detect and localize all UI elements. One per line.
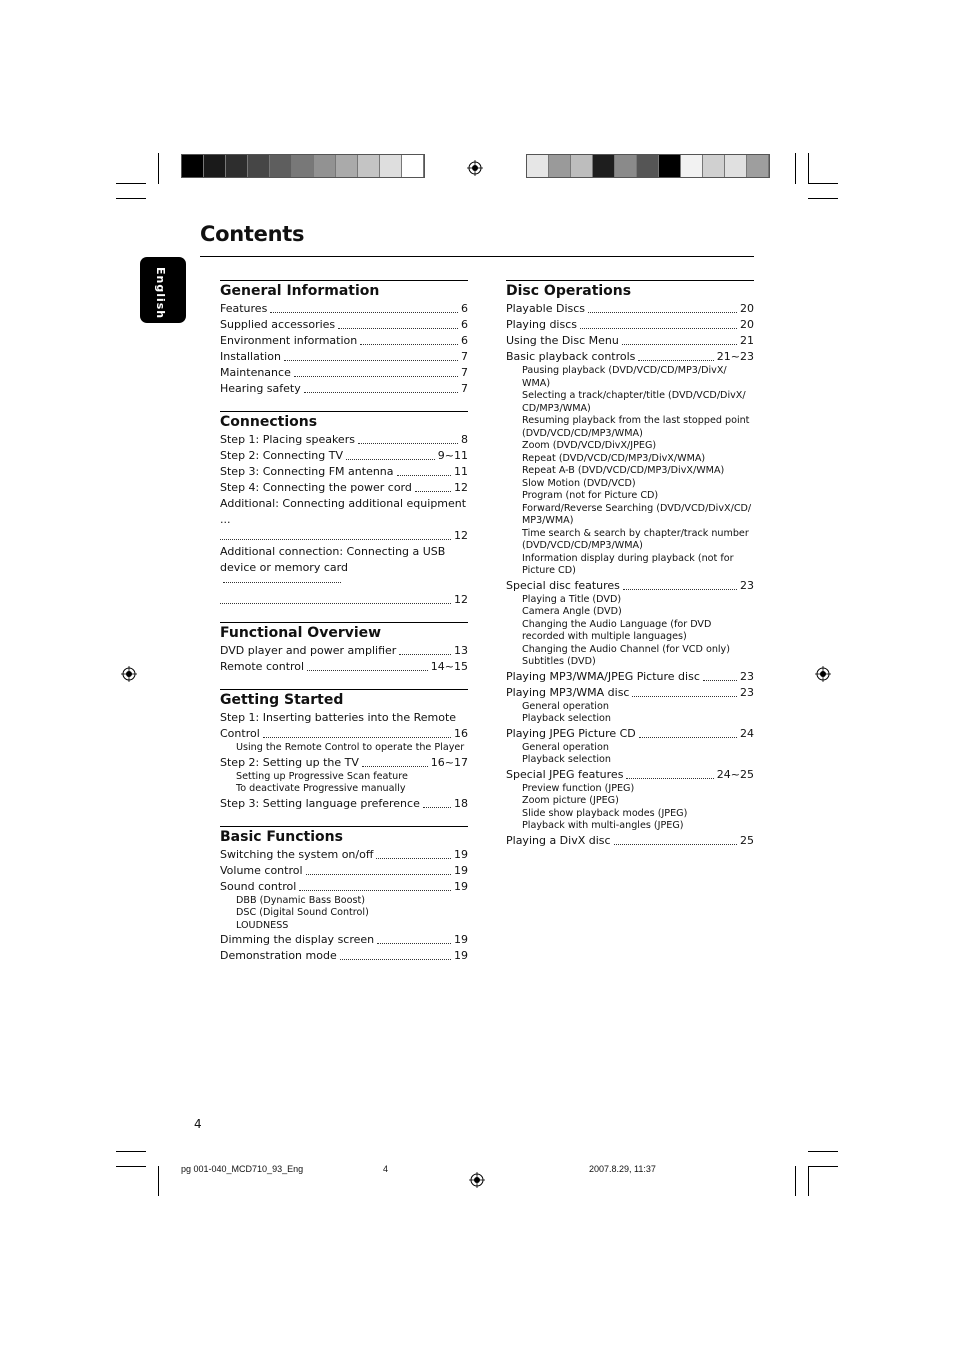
registration-mark-icon xyxy=(469,1172,485,1188)
toc-entry[interactable] xyxy=(220,796,468,812)
toc-entry-page: 14~15 xyxy=(430,660,468,673)
toc-entry-page: 6 xyxy=(461,334,468,347)
toc-entry[interactable] xyxy=(506,669,754,685)
toc-entry[interactable] xyxy=(220,659,468,675)
toc-entry-title: Control xyxy=(220,727,260,740)
language-tab xyxy=(140,257,186,323)
toc-entry-title: Step 2: Setting up the TV xyxy=(220,755,359,769)
toc-subentry[interactable]: LOUDNESS xyxy=(236,919,289,931)
toc-entry[interactable] xyxy=(220,879,468,895)
toc-entry[interactable] xyxy=(220,432,468,448)
toc-entry-continuation[interactable] xyxy=(220,592,468,608)
toc-entry-title: Playing a DivX disc xyxy=(506,833,611,847)
toc-section-connections xyxy=(220,411,468,608)
toc-entry[interactable] xyxy=(220,755,468,771)
toc-subentry[interactable]: Time search & search by chapter/track number (DVD/VCD/CD/MP3/WMA) xyxy=(522,527,749,551)
toc-entry[interactable] xyxy=(506,767,754,783)
toc-entry[interactable] xyxy=(220,544,468,592)
color-swatch xyxy=(270,155,292,177)
toc-entry-title: Using the Disc Menu xyxy=(506,334,619,347)
toc-entry-title: Remote control xyxy=(220,660,305,673)
color-swatch xyxy=(659,155,681,177)
color-swatch xyxy=(527,155,549,177)
toc-entry-title: Switching the system on/off xyxy=(220,847,374,861)
toc-entry-title: Special JPEG features xyxy=(506,767,624,781)
toc-entry[interactable] xyxy=(506,726,754,742)
toc-entry-title: Special disc features xyxy=(506,578,620,592)
toc-entry-page: 9~11 xyxy=(437,449,468,462)
toc-entry-page: 18 xyxy=(454,796,468,810)
toc-entry-title: Playable Discs xyxy=(506,302,586,315)
toc-right-column xyxy=(506,280,754,863)
toc-subentry[interactable]: General operation xyxy=(522,700,609,712)
toc-subentry[interactable]: Selecting a track/chapter/title (DVD/VCD/DivX/ CD/MP3/WMA) xyxy=(522,390,746,414)
toc-subentry[interactable]: Zoom picture (JPEG) xyxy=(522,795,619,806)
crop-mark xyxy=(116,183,146,184)
color-swatch xyxy=(593,155,615,177)
color-swatch xyxy=(380,155,402,177)
crop-mark xyxy=(808,1166,838,1167)
toc-entry[interactable] xyxy=(506,301,754,317)
toc-subentry[interactable]: Camera Angle (DVD) xyxy=(522,606,622,617)
toc-entry-title: Installation xyxy=(220,350,281,363)
toc-entry-title: Demonstration mode xyxy=(220,949,337,962)
color-swatch xyxy=(402,155,424,177)
toc-entry[interactable] xyxy=(220,948,468,964)
toc-entry-page: 24~25 xyxy=(716,767,754,781)
toc-entry-page: 19 xyxy=(454,847,468,861)
toc-section-functional-overview xyxy=(220,622,468,675)
color-swatch xyxy=(681,155,703,177)
crop-mark xyxy=(158,153,159,184)
color-swatch xyxy=(182,155,204,177)
color-swatch xyxy=(615,155,637,177)
language-tab-label: English xyxy=(154,267,167,320)
toc-subentry[interactable]: To deactivate Progressive manually xyxy=(236,783,406,794)
toc-entry[interactable] xyxy=(506,349,754,365)
color-swatch xyxy=(358,155,380,177)
title-rule xyxy=(200,256,754,257)
toc-entry-page: 21 xyxy=(740,334,754,347)
toc-entry[interactable] xyxy=(506,333,754,349)
toc-entry-page: 6 xyxy=(461,302,468,315)
toc-entry-title: Step 2: Connecting TV xyxy=(220,449,343,462)
toc-subentry[interactable]: Playback selection xyxy=(522,754,611,765)
crop-mark xyxy=(808,153,809,184)
section-title: General Information xyxy=(220,283,380,299)
toc-entry-page: 25 xyxy=(740,833,754,847)
toc-entry[interactable] xyxy=(220,643,468,659)
toc-entry-page: 20 xyxy=(740,318,754,331)
toc-entry[interactable] xyxy=(220,480,468,496)
crop-mark xyxy=(116,1166,146,1167)
toc-entry-page: 8 xyxy=(461,433,468,446)
registration-mark-icon xyxy=(815,666,831,682)
toc-entry-title: Step 1: Inserting batteries into the Remote xyxy=(220,711,457,724)
toc-entry-page: 7 xyxy=(461,366,468,379)
page-number: 4 xyxy=(194,1117,202,1131)
toc-section-basic-functions xyxy=(220,826,468,965)
toc-subentry[interactable]: Playback with multi-angles (JPEG) xyxy=(522,820,684,831)
section-title: Getting Started xyxy=(220,692,344,708)
toc-subentry[interactable]: Setting up Progressive Scan feature xyxy=(236,770,408,782)
toc-entry-title: Playing JPEG Picture CD xyxy=(506,726,636,740)
toc-subentry[interactable]: Repeat A-B (DVD/VCD/CD/MP3/DivX/WMA) xyxy=(522,465,725,476)
toc-entry-page: 19 xyxy=(454,933,468,946)
crop-mark xyxy=(116,198,146,199)
toc-section-disc-operations xyxy=(506,280,754,849)
crop-mark xyxy=(795,153,796,184)
toc-subentry[interactable]: Changing the Audio Language (for DVD recorded with multiple languages) xyxy=(522,618,712,642)
toc-entry-page: 20 xyxy=(740,302,754,315)
crop-mark xyxy=(158,1166,159,1196)
toc-subentry[interactable]: Preview function (JPEG) xyxy=(522,782,635,794)
toc-entry-title: Playing MP3/WMA/JPEG Picture disc xyxy=(506,669,700,683)
toc-entry-title: Step 4: Connecting the power cord xyxy=(220,481,412,494)
toc-subentry[interactable]: Program (not for Picture CD) xyxy=(522,490,659,501)
color-swatch xyxy=(725,155,747,177)
toc-entry-title: Dimming the display screen xyxy=(220,933,375,946)
footer-timestamp: 2007.8.29, 11:37 xyxy=(589,1164,656,1174)
color-swatch xyxy=(336,155,358,177)
toc-entry-title: Step 3: Connecting FM antenna xyxy=(220,465,394,478)
toc-left-column xyxy=(220,280,468,978)
color-swatch xyxy=(314,155,336,177)
toc-entry-page: 21~23 xyxy=(716,350,754,363)
toc-subentry[interactable]: Information display during playback (not for Picture CD) xyxy=(522,552,734,576)
toc-entry[interactable] xyxy=(220,464,468,480)
toc-entry[interactable] xyxy=(220,317,468,333)
toc-entry-title: Additional: Connecting additional equipment ... xyxy=(220,497,467,526)
toc-entry[interactable] xyxy=(220,349,468,365)
toc-subentry[interactable]: DBB (Dynamic Bass Boost) xyxy=(236,894,366,906)
toc-entry[interactable] xyxy=(506,578,754,594)
toc-subentry[interactable]: Changing the Audio Channel (for VCD only) xyxy=(522,643,730,655)
crop-mark xyxy=(116,1151,146,1152)
toc-entry-title: Playing MP3/WMA disc xyxy=(506,685,630,699)
toc-subentry[interactable]: Using the Remote Control to operate the Player xyxy=(236,742,465,753)
toc-entry-title: Supplied accessories xyxy=(220,318,336,331)
toc-entry[interactable] xyxy=(220,333,468,349)
toc-entry-title: Environment information xyxy=(220,334,358,347)
toc-section-general-information xyxy=(220,280,468,397)
toc-entry-page: 19 xyxy=(454,949,468,962)
toc-subentry[interactable]: Pausing playback (DVD/VCD/CD/MP3/DivX/ WMA) xyxy=(522,365,727,389)
toc-entry-page: 6 xyxy=(461,318,468,331)
toc-entry-page: 16 xyxy=(454,727,468,740)
toc-entry-page: 19 xyxy=(454,879,468,893)
toc-entry[interactable] xyxy=(220,847,468,863)
toc-entry[interactable] xyxy=(506,317,754,333)
toc-entry[interactable] xyxy=(220,381,468,397)
color-swatch-strip-right xyxy=(526,154,770,178)
toc-subentry[interactable]: DSC (Digital Sound Control) xyxy=(236,907,369,918)
color-swatch xyxy=(226,155,248,177)
color-swatch xyxy=(292,155,314,177)
page-title: Contents xyxy=(200,222,305,246)
section-title: Functional Overview xyxy=(220,625,382,641)
section-title: Disc Operations xyxy=(506,283,632,299)
toc-entry-page: 23 xyxy=(740,578,754,592)
toc-entry-title: Features xyxy=(220,302,268,315)
toc-entry-title: Volume control xyxy=(220,863,303,877)
toc-entry-page: 16~17 xyxy=(430,755,468,769)
crop-mark xyxy=(808,183,838,184)
toc-entry-page: 19 xyxy=(454,863,468,877)
toc-entry-page: 7 xyxy=(461,382,468,395)
color-swatch xyxy=(204,155,226,177)
toc-entry-title: DVD player and power amplifier xyxy=(220,644,397,657)
toc-section-getting-started xyxy=(220,689,468,812)
color-swatch xyxy=(637,155,659,177)
section-title: Connections xyxy=(220,414,318,430)
toc-subentry[interactable]: Playing a Title (DVD) xyxy=(522,593,622,605)
toc-entry-title: Additional connection: Connecting a USB device or memory card xyxy=(220,545,446,574)
color-swatch xyxy=(703,155,725,177)
toc-entry-page: 23 xyxy=(740,669,754,683)
footer-filename: pg 001-040_MCD710_93_Eng xyxy=(181,1164,304,1174)
toc-entry[interactable] xyxy=(220,863,468,879)
color-swatch xyxy=(571,155,593,177)
toc-entry-page: 7 xyxy=(461,350,468,363)
toc-entry-title: Sound control xyxy=(220,879,297,893)
toc-entry-page: 12 xyxy=(454,529,468,542)
color-swatch xyxy=(747,155,769,177)
toc-subentry[interactable]: Slide show playback modes (JPEG) xyxy=(522,807,688,819)
crop-mark xyxy=(808,198,838,199)
color-swatch xyxy=(549,155,571,177)
toc-entry-title: Basic playback controls xyxy=(506,350,636,363)
toc-entry[interactable] xyxy=(220,496,468,528)
toc-subentry[interactable]: Forward/Reverse Searching (DVD/VCD/DivX/CD/ MP3/WMA) xyxy=(522,502,752,526)
toc-entry-title: Hearing safety xyxy=(220,382,301,395)
toc-entry-page: 12 xyxy=(454,481,468,494)
toc-entry-page: 24 xyxy=(740,726,754,740)
footer-page: 4 xyxy=(383,1164,389,1174)
toc-entry-page: 11 xyxy=(454,465,468,478)
toc-subentry[interactable]: Slow Motion (DVD/VCD) xyxy=(522,477,636,489)
toc-entry-title: Step 1: Placing speakers xyxy=(220,433,355,446)
toc-entry[interactable] xyxy=(220,448,468,464)
toc-entry-title: Playing discs xyxy=(506,318,577,331)
crop-mark xyxy=(808,1166,809,1196)
crop-mark xyxy=(808,1151,838,1152)
toc-entry[interactable] xyxy=(220,932,468,948)
toc-entry[interactable] xyxy=(220,710,468,726)
toc-subentry[interactable]: Resuming playback from the last stopped point (DVD/VCD/CD/MP3/WMA) xyxy=(522,415,750,439)
registration-mark-icon xyxy=(121,666,137,682)
toc-entry-page: 23 xyxy=(740,685,754,699)
registration-mark-icon xyxy=(467,160,483,176)
toc-entry-title: Step 3: Setting language preference xyxy=(220,796,420,810)
toc-entry-title: Maintenance xyxy=(220,366,291,379)
section-title: Basic Functions xyxy=(220,828,343,845)
toc-entry-page: 13 xyxy=(454,644,468,657)
toc-subentry[interactable]: Repeat (DVD/VCD/CD/MP3/DivX/WMA) xyxy=(522,452,706,464)
toc-entry[interactable] xyxy=(506,685,754,701)
toc-subentry[interactable]: Zoom (DVD/VCD/DivX/JPEG) xyxy=(522,440,657,451)
toc-entry-continuation[interactable] xyxy=(220,528,468,544)
crop-mark xyxy=(795,1166,796,1196)
toc-subentry[interactable]: Playback selection xyxy=(522,713,611,724)
toc-entry[interactable] xyxy=(220,365,468,381)
toc-subentry[interactable]: Subtitles (DVD) xyxy=(522,656,596,667)
toc-entry[interactable] xyxy=(220,301,468,317)
toc-subentry[interactable]: General operation xyxy=(522,741,609,753)
toc-entry-page: 12 xyxy=(454,593,468,606)
toc-entry-continuation[interactable] xyxy=(220,726,468,742)
color-swatch xyxy=(248,155,270,177)
toc-entry[interactable] xyxy=(506,833,754,849)
color-swatch-strip-left xyxy=(181,154,425,178)
